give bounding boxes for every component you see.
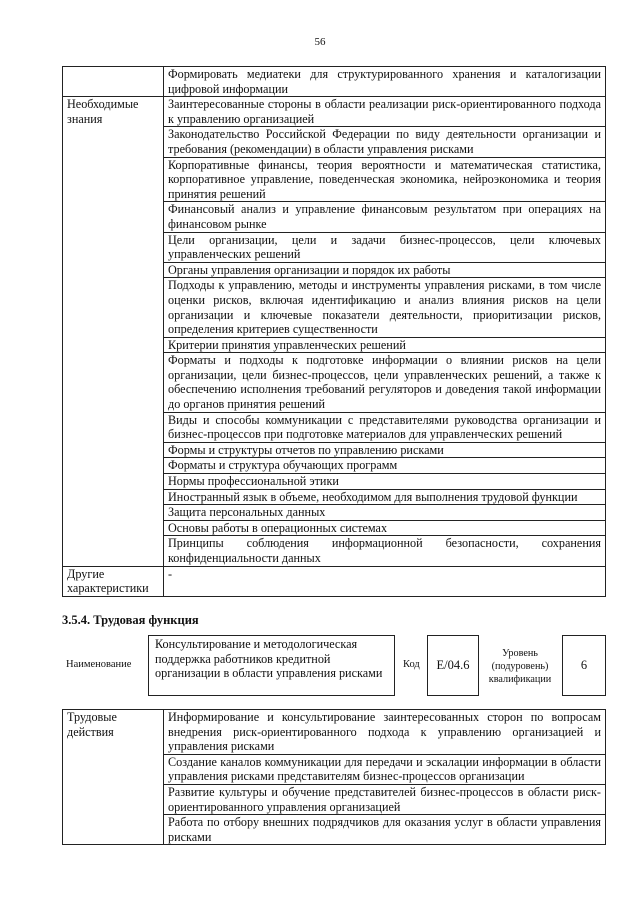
table-cell: Форматы и подходы к подготовке информации о влиянии рисков на цели организации, цели бизнес-процессов, цели управленческих решений, а также к обеспечению исполнения требований регуляторов и доведения такой информации до органов принятия решений bbox=[164, 353, 606, 412]
level-label-line-2: (подуровень) bbox=[491, 661, 549, 672]
table-cell: Заинтересованные стороны в области реализации риск-ориентированного подхода к управлению организацией bbox=[164, 97, 606, 127]
level-label bbox=[484, 647, 556, 686]
table-cell: Подходы к управлению, методы и инструменты управления рисками, в том числе оценки рисков, включая идентификацию и анализ влияния рисков на цели организации и ключевые показатели деятельности, приоритизации рисков, определения критериев существенности bbox=[164, 278, 606, 337]
table-cell: Принципы соблюдения информационной безопасности, сохранения конфиденциальности данных bbox=[164, 536, 606, 566]
table-cell: Форматы и структура обучающих программ bbox=[164, 458, 606, 474]
level-value-box: 6 bbox=[562, 635, 606, 696]
function-name-box: Консультирование и методологическая поддержка работников кредитной организации в области управления рисками bbox=[148, 635, 395, 696]
level-label-line-3: квалификации bbox=[488, 674, 552, 685]
table-cell: Развитие культуры и обучение представителей бизнес-процессов в области риск-ориентированного управления организацией bbox=[164, 784, 606, 814]
table-cell: Законодательство Российской Федерации по виду деятельности организации и требования (рекомендации) в области управления рисками bbox=[164, 127, 606, 157]
table-cell: - bbox=[164, 566, 606, 596]
row-label: Трудовые действия bbox=[63, 710, 164, 845]
level-label-line-1: Уровень bbox=[502, 648, 538, 659]
table-row bbox=[63, 97, 606, 127]
table-cell: Формировать медиатеки для структурированного хранения и каталогизации цифровой информации bbox=[164, 67, 606, 97]
knowledge-table bbox=[62, 66, 606, 597]
table-cell: Создание каналов коммуникации для передачи и эскалации информации в области управления рисками представителям бизнес-процессов организации bbox=[164, 754, 606, 784]
table-cell: Основы работы в операционных системах bbox=[164, 520, 606, 536]
row-label: Другие характеристики bbox=[63, 566, 164, 596]
code-label: Код bbox=[403, 659, 420, 670]
table-cell: Нормы профессиональной этики bbox=[164, 474, 606, 490]
table-cell: Цели организации, цели и задачи бизнес-процессов, цели ключевых управленческих решений bbox=[164, 232, 606, 262]
section-heading: 3.5.4. Трудовая функция bbox=[62, 613, 199, 627]
labor-actions-table bbox=[62, 709, 606, 845]
row-label bbox=[63, 67, 164, 97]
table-row bbox=[63, 710, 606, 755]
table-cell: Критерии принятия управленческих решений bbox=[164, 337, 606, 353]
page-number: 56 bbox=[314, 36, 326, 48]
table-cell: Иностранный язык в объеме, необходимом для выполнения трудовой функции bbox=[164, 489, 606, 505]
function-code-box: E/04.6 bbox=[427, 635, 479, 696]
table-cell: Информирование и консультирование заинтересованных сторон по вопросам внедрения риск-ориентированного подхода к управлению организацией и управления рисками bbox=[164, 710, 606, 755]
table-cell: Корпоративные финансы, теория вероятности и математическая статистика, корпоративное управление, поведенческая экономика, нейроэкономика и теория принятия решений bbox=[164, 157, 606, 202]
table-cell: Формы и структуры отчетов по управлению рисками bbox=[164, 442, 606, 458]
table-row bbox=[63, 67, 606, 97]
table-cell: Работа по отбору внешних подрядчиков для оказания услуг в области управления рисками bbox=[164, 815, 606, 845]
table-cell: Финансовый анализ и управление финансовым результатом при операциях на финансовом рынке bbox=[164, 202, 606, 232]
table-cell: Виды и способы коммуникации с представителями руководства организации и бизнес-процессов при подготовке материалов для управленческих решений bbox=[164, 412, 606, 442]
table-cell: Защита персональных данных bbox=[164, 505, 606, 521]
table-row bbox=[63, 566, 606, 596]
name-label: Наименование bbox=[66, 659, 132, 670]
row-label: Необходимые знания bbox=[63, 97, 164, 566]
table-cell: Органы управления организации и порядок их работы bbox=[164, 262, 606, 278]
